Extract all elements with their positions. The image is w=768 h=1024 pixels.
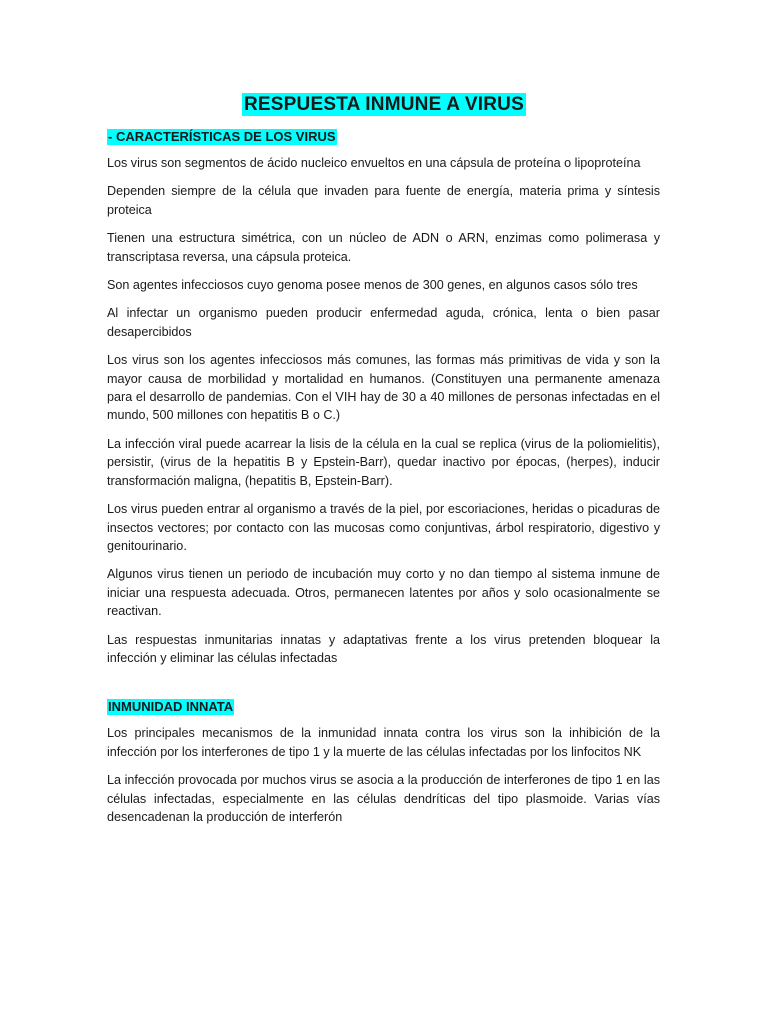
paragraph: Los virus pueden entrar al organismo a través de la piel, por escoriaciones, heridas o picaduras de insectos vectores; por contacto con las mucosas como conjuntivas, árbol respiratorio, digestivo y genitourinario. bbox=[107, 502, 660, 553]
paragraph: Los virus son los agentes infecciosos más comunes, las formas más primitivas de vida y son la mayor causa de morbilidad y mortalidad en humanos. (Constituyen una permanente amenaza para el desarrollo de pandemias. Con el VIH hay de 30 a 40 millones de personas infectadas en el mundo, 500 millones con hepatitis B o C.) bbox=[107, 353, 660, 423]
paragraph: Al infectar un organismo pueden producir enfermedad aguda, crónica, lenta o bien pasar desapercibidos bbox=[107, 306, 660, 339]
paragraph: La infección viral puede acarrear la lisis de la célula en la cual se replica (virus de la poliomielitis), persistir, (virus de la hepatitis B y Epstein-Barr), quedar inactivo por épocas, (herpes), inducir transformación maligna, (hepatitis B, Epstein-Barr). bbox=[107, 436, 660, 488]
title-container bbox=[0, 93, 768, 116]
paragraph: Las respuestas inmunitarias innatas y adaptativas frente a los virus pretenden bloquear la infección y eliminar las células infectadas bbox=[107, 632, 660, 665]
section-inmunidad-innata bbox=[107, 699, 660, 826]
document-title: RESPUESTA INMUNE A VIRUS bbox=[244, 94, 524, 115]
paragraph: Algunos virus tienen un periodo de incubación muy corto y no dan tiempo al sistema inmune de iniciar una respuesta adecuada. Otros, permanecen latentes por años y solo ocasionalmente se reactivan. bbox=[107, 567, 660, 619]
section-spacer bbox=[107, 677, 660, 699]
paragraph: La infección provocada por muchos virus se asocia a la producción de interferones de tipo 1 en las células infectadas, especialmente en las células dendríticas del tipo plasmoide. Varias vías desencadenan la producción de interferón bbox=[107, 773, 660, 824]
section-heading: INMUNIDAD INNATA bbox=[108, 699, 234, 715]
paragraph: Son agentes infecciosos cuyo genoma posee menos de 300 genes, en algunos casos sólo tres bbox=[107, 278, 638, 293]
paragraph: Los principales mecanismos de la inmunidad innata contra los virus son la inhibición de la infección por los interferones de tipo 1 y la muerte de las células infectadas por los linfocitos NK bbox=[107, 726, 660, 759]
paragraph: Tienen una estructura simétrica, con un núcleo de ADN o ARN, enzimas como polimerasa y transcriptasa reversa, una cápsula proteica. bbox=[107, 231, 660, 264]
paragraph: Los virus son segmentos de ácido nucleico envueltos en una cápsula de proteína o lipoproteína bbox=[107, 156, 641, 170]
section-heading: - CARACTERÍSTICAS DE LOS VIRUS bbox=[108, 129, 336, 144]
paragraph: Dependen siempre de la célula que invaden para fuente de energía, materia prima y síntesis proteica bbox=[107, 184, 660, 217]
section-caracteristicas bbox=[107, 129, 660, 667]
document-body bbox=[107, 129, 660, 836]
